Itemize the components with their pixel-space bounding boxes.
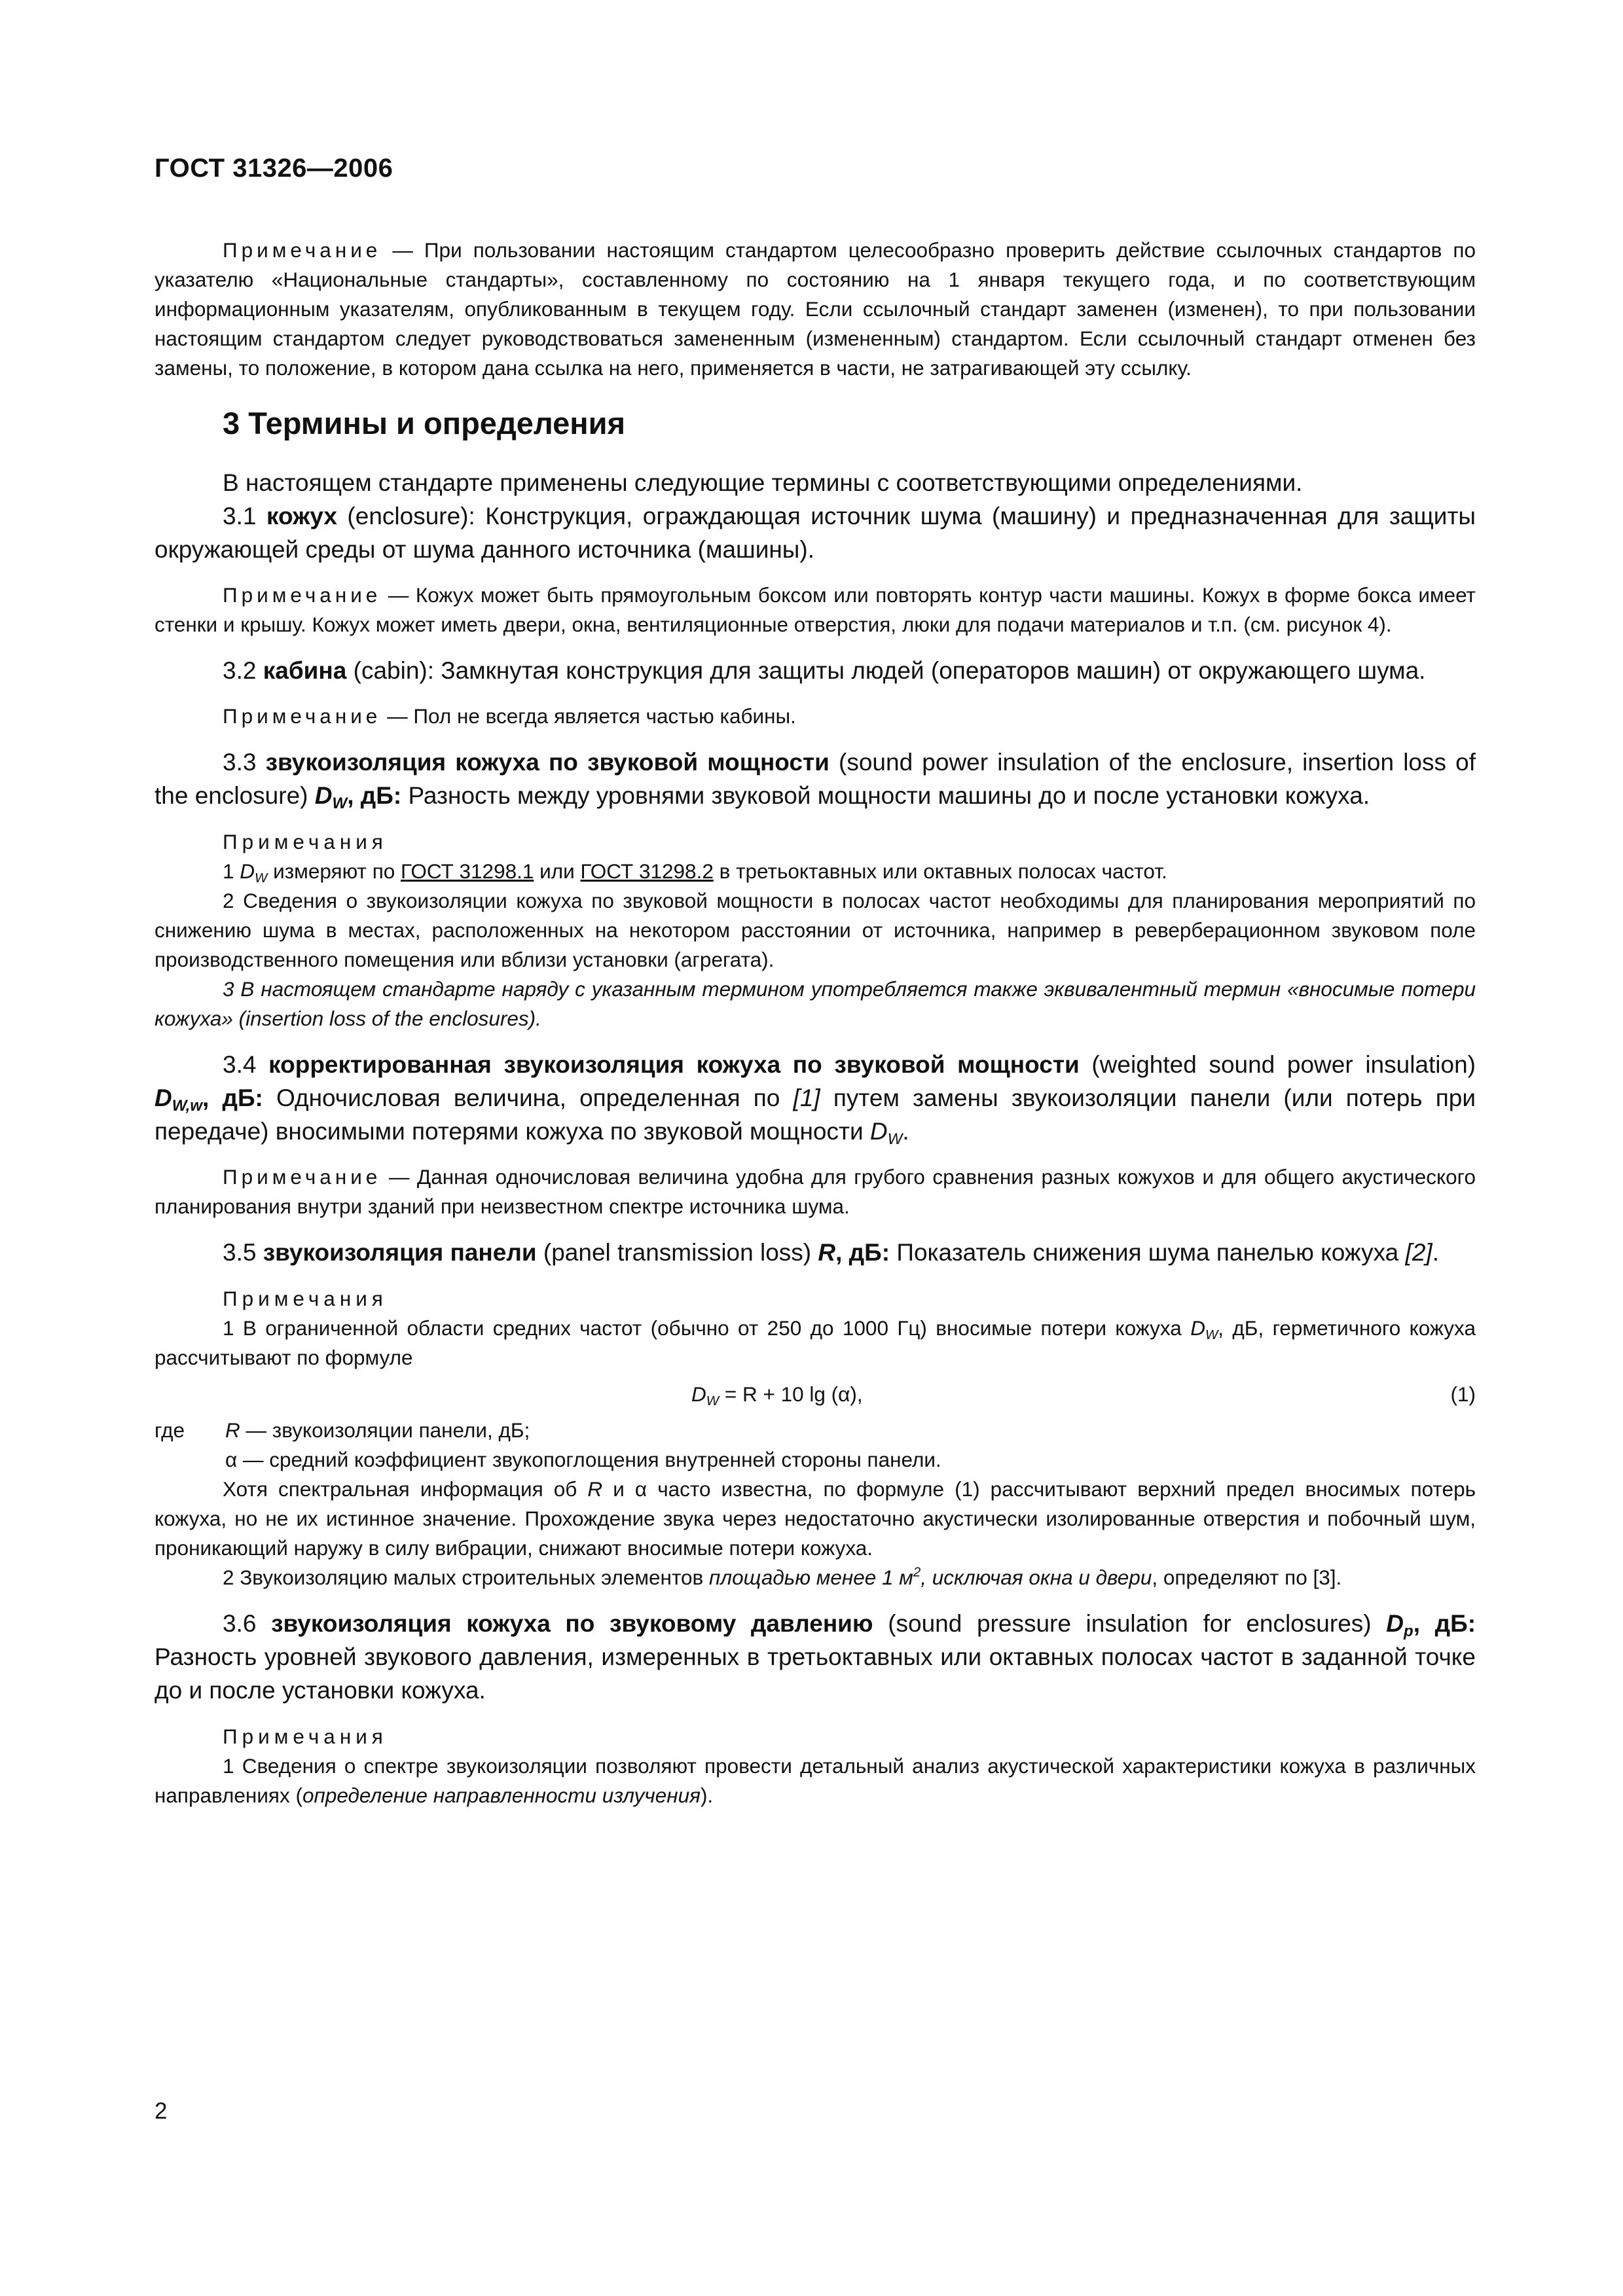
note-label: Примечание: [223, 1165, 382, 1189]
note-text: — Кожух может быть прямоугольным боксом или повторять контур части машины. Кожух в форме бокса имеет стенки и крышу. Кожух может иметь двери, окна, вентиляционные отверстия, люки для подачи материалов и т.п. (см. рисунок 4).: [155, 583, 1476, 636]
term-name: кабина: [263, 657, 347, 684]
term-3-3-note-2: 2 Сведения о звукоизоляции кожуха по звуковой мощности в полосах частот необходимы для планирования мероприятий по снижению шума в местах, расположенных на некотором расстоянии от источника, например в реверберационном звуковом поле производственного помещения или вблизи установки (агрегата).: [155, 889, 1476, 971]
notes-heading: Примечания: [223, 830, 388, 853]
reference-1: [1]: [793, 1085, 820, 1111]
term-number: 3.4: [223, 1051, 257, 1078]
term-english: (sound pressure insulation for enclosures): [888, 1610, 1372, 1637]
note-label: Примечание: [223, 704, 382, 728]
term-name: звукоизоляция панели: [263, 1239, 537, 1266]
term-3-3-note-3: 3 В настоящем стандарте наряду с указанным термином употребляется также эквивалентный термин «вносимые потери кожуха» (insertion loss of the enclosures).: [155, 977, 1476, 1030]
term-number: 3.3: [223, 749, 257, 776]
term-definition: Разность уровней звукового давления, измеренных в третьоктавных или октавных полосах частот в заданной точке до и после установки кожуха.: [155, 1643, 1476, 1704]
term-definition: Разность между уровнями звуковой мощности машины до и после установки кожуха.: [408, 782, 1370, 809]
term-3-3: [155, 745, 1476, 812]
term-name: корректированная звукоизоляция кожуха по звуковой мощности: [268, 1051, 1080, 1078]
term-3-6-note-1: 1 Сведения о спектре звукоизоляции позволяют провести детальный анализ акустической характеристики кожуха в различных направлениях (определение направленности излучения).: [155, 1754, 1476, 1807]
term-3-3-note-1: 1 $D_W$ измеряют по ГОСТ 31298.1 или ГОСТ 31298.2 в третьоктавных или октавных полосах частот.: [223, 859, 1167, 886]
page-number: 2: [155, 2098, 168, 2124]
note-text: — Данная одночисловая величина удобна для грубого сравнения разных кожухов и для общего акустического планирования внутри зданий при неизвестном спектре источника шума.: [155, 1165, 1476, 1218]
legend-item-alpha: α — средний коэффициент звукопоглощения внутренней стороны панели.: [225, 1448, 941, 1471]
d-w-symbol: $D_W$: [1190, 1316, 1218, 1343]
formula-number: (1): [1450, 1382, 1476, 1406]
term-number: 3.1: [223, 503, 257, 529]
term-definition: (cabin): Замкнутая конструкция для защиты людей (операторов машин) от окружающего шума.: [353, 657, 1426, 684]
term-number: 3.5: [223, 1239, 257, 1266]
term-3-1: [155, 499, 1476, 566]
term-3-5-note-1-continued: Хотя спектральная информация об R и α часто известна, по формуле (1) рассчитывают верхний предел вносимых потерь кожуха, но не их истинное значение. Прохождение звука через недостаточно акустически изолированные отверстия и побочный шум, проникающий наружу в силу вибрации, снижают вносимые потери кожуха.: [155, 1477, 1476, 1560]
section-title: 3 Термины и определения: [223, 406, 625, 440]
term-name: звукоизоляция кожуха по звуковой мощности: [265, 749, 830, 776]
reference-2: [2]: [1405, 1239, 1432, 1266]
term-number: 3.6: [223, 1610, 257, 1637]
gost-31298-1-link[interactable]: ГОСТ 31298.1: [401, 859, 534, 883]
term-symbol: R: [818, 1239, 836, 1266]
term-unit: , дБ:: [835, 1239, 890, 1266]
gost-31298-2-link[interactable]: ГОСТ 31298.2: [580, 859, 714, 883]
d-w-symbol: $D_W$: [240, 859, 268, 886]
term-unit: , дБ:: [202, 1085, 263, 1111]
intro-note: [155, 236, 1476, 383]
term-3-6: [155, 1607, 1476, 1707]
note-label: Примечание: [223, 238, 382, 262]
note-text: — Пол не всегда является частью кабины.: [387, 704, 796, 728]
formula-legend: [155, 1416, 1476, 1475]
formula-1: [155, 1374, 1476, 1414]
document-id-header: ГОСТ 31326—2006: [155, 154, 393, 183]
term-symbol: $D_W$: [314, 782, 348, 813]
term-3-5-note-2: 2 Звукоизоляцию малых строительных элементов площадью менее 1 $м^2$, исключая окна и двери, определяют по [3].: [223, 1564, 1342, 1589]
d-w-symbol: $D_W$: [869, 1118, 903, 1149]
term-3-1-note: [155, 581, 1476, 639]
term-name: кожух: [266, 503, 337, 529]
note-text: — При пользовании настоящим стандартом целесообразно проверить действие ссылочных стандартов по указателю «Национальные стандарты», составленному по состоянию на 1 января текущего года, и по соответствующим информационным указателям, опубликованным в текущем году. Если ссылочный стандарт заменен (изменен), то при пользовании настоящим стандартом следует руководствоваться замененным (измененным) стандартом. Если ссылочный стандарт отменен без замены, то положение, в котором дана ссылка на него, применяется в части, не затрагивающей эту ссылку.: [155, 238, 1476, 380]
notes-heading: Примечания: [223, 1725, 388, 1748]
notes-heading: Примечания: [223, 1287, 388, 1310]
term-english: (weighted sound power insulation): [1091, 1051, 1476, 1078]
term-3-4-note: [155, 1162, 1476, 1221]
legend-item-r: где R — звукоизоляции панели, дБ;: [155, 1416, 1476, 1445]
term-symbol: $D_{W,w}$: [155, 1085, 203, 1115]
term-number: 3.2: [223, 657, 257, 684]
term-3-4: 3.4 корректированная звукоизоляция кожуха по звуковой мощности (weighted sound power insulation) $D_{W,w}$, дБ: Одночисловая величина, определенная по [1] путем замены звукоизоляции панели (или потерь при передаче) вносимыми потерями кожуха по звуковой мощности $D_W$.: [155, 1051, 1476, 1149]
term-3-5: 3.5 звукоизоляция панели (panel transmission loss) R, дБ: Показатель снижения шума панелью кожуха [2].: [223, 1239, 1439, 1266]
term-definition: (enclosure): Конструкция, ограждающая источник шума (машину) и предназначенная для защиты окружающей среды от шума данного источника (машины).: [155, 503, 1476, 563]
term-symbol: $D_p$: [1386, 1610, 1413, 1641]
term-english: (sound power insulation of the enclosure, insertion loss of the enclosure): [155, 749, 1476, 809]
page-content: [155, 154, 1476, 1825]
note-label: Примечание: [223, 583, 382, 607]
term-name: звукоизоляция кожуха по звуковому давлению: [271, 1610, 873, 1637]
term-english: (panel transmission loss): [543, 1239, 812, 1266]
term-3-5-note-1: 1 В ограниченной области средних частот (обычно от 250 до 1000 Гц) вносимые потери кожуха $D_W$, дБ, герметичного кожуха рассчитывают по формуле: [155, 1316, 1476, 1369]
term-unit: , дБ:: [347, 782, 402, 809]
formula-expression: $D_W = R + 10$ lg (α),: [691, 1382, 863, 1409]
section-intro: В настоящем стандарте применены следующие термины с соответствующими определениями.: [223, 469, 1303, 496]
where-label: где: [155, 1418, 185, 1442]
term-unit: , дБ:: [1413, 1610, 1476, 1637]
term-3-2-note: [155, 702, 1476, 731]
term-3-2: [155, 654, 1476, 687]
